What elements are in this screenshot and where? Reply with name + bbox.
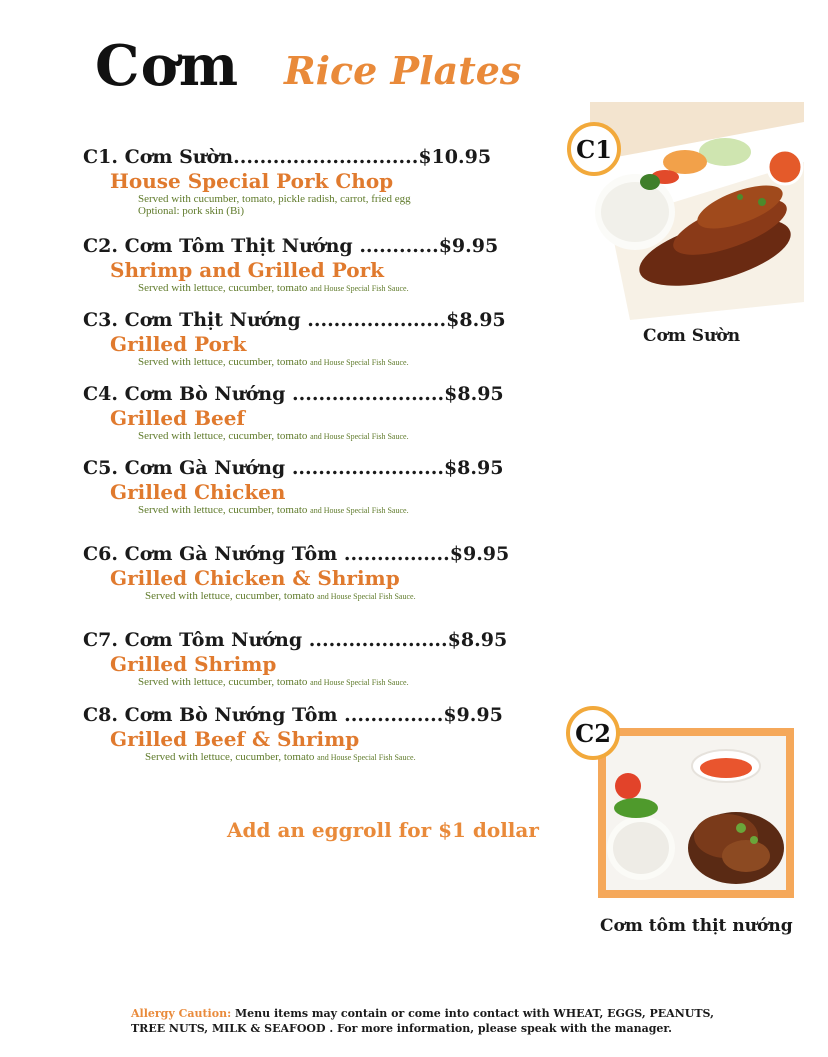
menu-item-c1 [83,145,583,217]
photo-caption-c2: Cơm tôm thịt nướng [600,916,793,936]
eggroll-addon-note: Add an eggroll for $1 dollar [227,818,539,842]
allergy-text: Menu items may contain or come into contact with WHEAT, EGGS, PEANUTS, TREE NUTS, MILK & SEAFOOD . For more information, please speak with the manager. [131,1007,714,1035]
item-description: Served with lettuce, cucumber, tomato and House Special Fish Sauce. [138,676,409,688]
shrimp-pork-plate-image [606,736,786,890]
item-english-name: Grilled Beef & Shrimp [110,727,360,751]
dot-leader: ....................... [291,457,444,479]
item-english-name: Grilled Beef [110,406,246,430]
dot-leader: ............ [359,235,439,257]
item-price: $9.95 [449,543,510,565]
item-name: C3. Cơm Thịt Nướng [83,309,308,331]
item-english-name: Grilled Shrimp [110,652,277,676]
item-price: $8.95 [446,309,506,331]
dot-leader: ............... [344,704,444,726]
menu-item-c4 [83,382,583,443]
dot-leader: ................ [343,543,450,565]
item-price: $9.95 [443,704,503,726]
item-name: C7. Cơm Tôm Nướng [83,629,309,651]
allergy-label: Allergy Caution: [131,1007,232,1020]
menu-item-c2 [83,234,583,295]
item-price: $8.95 [443,457,504,479]
item-description: Served with lettuce, cucumber, tomato and House Special Fish Sauce. [145,751,416,763]
allergy-caution [131,1006,731,1036]
badge-c2: C2 [566,706,620,760]
page-title: Cơm [95,33,240,99]
dot-leader: ..................... [308,629,448,651]
menu-item-c6 [83,542,583,603]
pork-chop-plate-image [590,102,804,320]
item-english-name: Grilled Pork [110,332,247,356]
photo-caption-c1: Cơm Sườn [643,326,741,346]
item-description: Served with lettuce, cucumber, tomato and House Special Fish Sauce. [138,430,409,442]
menu-item-c7 [83,628,583,689]
item-name: C6. Cơm Gà Nướng Tôm [83,543,344,565]
item-name: C2. Cơm Tôm Thịt Nướng [83,235,360,257]
dot-leader: ............................ [233,146,419,168]
dot-leader: ..................... [307,309,447,331]
page-subtitle: Rice Plates [284,48,522,93]
item-price: $8.95 [447,629,508,651]
photo-com-suon [590,102,804,320]
photo-com-tom-thit-nuong [598,728,794,898]
badge-c1: C1 [567,122,621,176]
dot-leader: ....................... [292,383,445,405]
item-option: Optional: pork skin (Bì) [138,205,245,217]
menu-item-c3 [83,308,583,369]
item-description: Served with lettuce, cucumber, tomato and House Special Fish Sauce. [138,282,409,294]
item-price: $9.95 [438,235,499,257]
item-price: $8.95 [444,383,504,405]
item-name: C5. Cơm Gà Nướng [83,457,292,479]
item-english-name: House Special Pork Chop [110,169,394,193]
item-name: C4. Cơm Bò Nướng [83,383,292,405]
item-price: $10.95 [418,146,492,168]
item-english-name: Shrimp and Grilled Pork [110,258,384,282]
item-description: Served with cucumber, tomato, pickle radish, carrot, fried egg [138,193,411,205]
item-description: Served with lettuce, cucumber, tomato and House Special Fish Sauce. [145,590,416,602]
item-description: Served with lettuce, cucumber, tomato and House Special Fish Sauce. [138,504,409,516]
item-english-name: Grilled Chicken & Shrimp [110,566,400,590]
item-name: C8. Cơm Bò Nướng Tôm [83,704,345,726]
menu-item-c8 [83,703,583,764]
item-name: C1. Cơm Sườn [83,146,234,168]
menu-item-c5 [83,456,583,517]
item-english-name: Grilled Chicken [110,480,286,504]
item-description: Served with lettuce, cucumber, tomato and House Special Fish Sauce. [138,356,409,368]
